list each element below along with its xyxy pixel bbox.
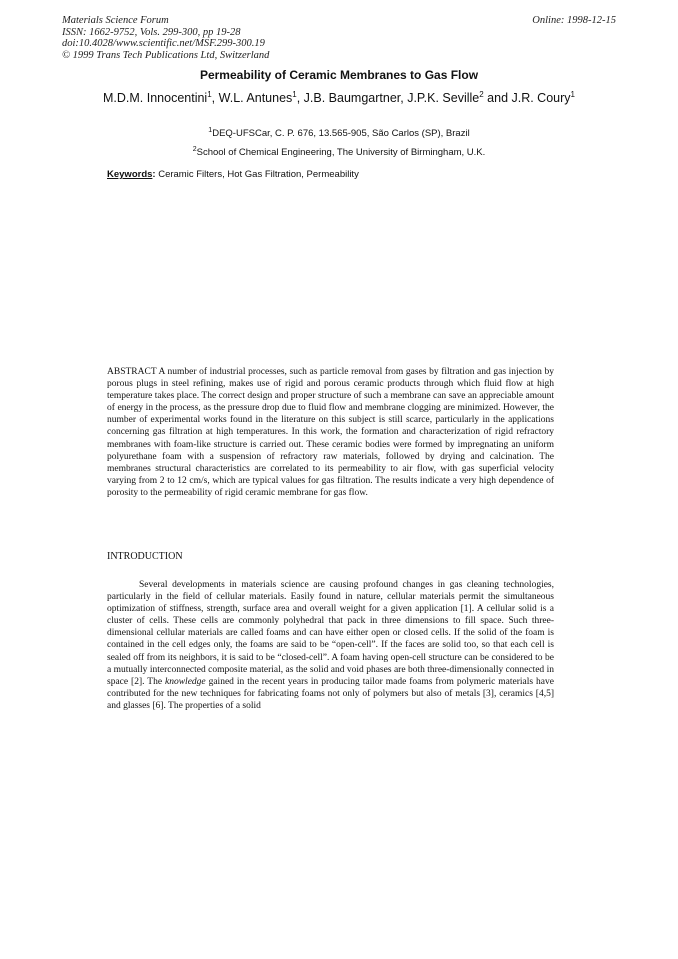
keywords-label [107,169,156,180]
affiliation-2 [0,147,678,158]
affiliation-superscript: 1 [208,126,213,134]
paper-title: Permeability of Ceramic Membranes to Gas Flow [199,68,479,82]
keywords-text: Ceramic Filters, Hot Gas Filtration, Permeability [155,169,359,180]
author-superscript: 1 [207,89,212,99]
keywords-label-colon: : [152,169,156,180]
abstract-paragraph: ABSTRACT A number of industrial processes, such as particle removal from gases by filtration and gas injection by porous plugs in steel refining, makes use of rigid and porous ceramic products through which fluid flow at high temperature takes place. The correct design and proper structure of such a membrane can save an appreciable amount of energy in the process, as the pressure drop due to fluid flow and membrane clogging are minimized. However, the number of experimental works found in the literature on this subject is still scarce, particularly in the applications concerning gas filtration at high temperatures. In this work, the formation and characterization of rigid refractory membranes with foam-like structure is carried out. These ceramic bodies were formed by impregnating an uniform polyurethane foam with a suspension of refractory raw materials, followed by drying and calcination. The membranes structural characteristics are correlated to its permeability to air flow, with gas superficial velocity varying from 2 to 12 cm/s, which are typical values for gas filtration. The results indicate a very high dependence of porosity to the permeability of rigid ceramic membrane for gas flow. [107,367,554,498]
affiliation-1 [0,128,678,139]
copyright-line: © 1999 Trans Tech Publications Ltd, Switzerland [62,49,270,61]
journal-name: Materials Science Forum [62,15,169,26]
affiliation-text: School of Chemical Engineering, The University of Birmingham, U.K. [196,147,486,158]
intro-text: Several developments in materials science are causing profound changes in gas cleaning technologies, particularly in the field of cellular materials. Easily found in nature, cellular materials permit the simultaneous optimization of stiffness, strength, surface area and overall weight for a given application [1]. A cellular solid is a cluster of cells. These cells are commonly polyhedral that pack in three dimensions to fill space. Such three-dimensional cellular materials are called foams and can have either open or closed cells. If the solid of the foam is contained in the cell edges only, the foams are said to be “open-cell”. If the faces are solid too, so that each cell is sealed off from its neighbors, it is said to be “closed-cell”. A foam having open-cell structure can be considered to be a mutually interconnected composite material, as the solid and void phases are both three-dimensionally connected in space [2]. The [107,580,554,687]
author-superscript: 1 [292,89,297,99]
section-heading-introduction: INTRODUCTION [107,551,183,562]
doi-line: doi:10.4028/www.scientific.net/MSF.299-300.19 [62,38,265,50]
affiliation-text: DEQ-UFSCar, C. P. 676, 13.565-905, São Carlos (SP), Brazil [212,128,470,139]
intro-italic-text: knowledge [165,676,206,687]
issn-line: ISSN: 1662-9752, Vols. 299-300, pp 19-28 [62,26,241,38]
introduction-paragraph [107,579,554,712]
author-name: M.D.M. Innocentini [103,91,208,105]
keywords-label-text: Keywords [107,169,153,180]
journal-metadata [62,15,362,61]
author-name: , W.L. Antunes [211,91,293,105]
author-list [100,90,578,106]
intro-text: gained in the recent years in producing tailor made foams from polymeric materials have contributed for the new techniques for fabricating foams not only of polymers but also of metals [3], ceramics [4,5] and glasses [6]. The properties of a solid [107,676,554,711]
author-superscript: 2 [479,89,484,99]
author-name: and J.R. Coury [483,91,571,105]
keywords-line [107,169,359,180]
online-date: Online: 1998-12-15 [532,15,616,26]
author-superscript: 1 [570,89,575,99]
affiliation-superscript: 2 [192,145,197,153]
author-name: , J.B. Baumgartner, J.P.K. Seville [296,91,480,105]
